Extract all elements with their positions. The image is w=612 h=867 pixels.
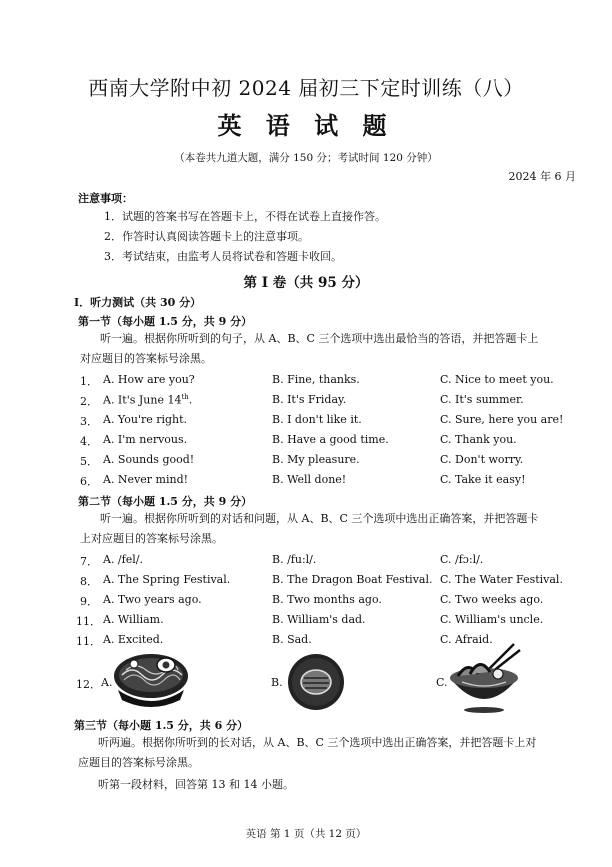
option-a-superscript: th xyxy=(181,393,189,401)
exam-info: （本卷共九道大题，满分 150 分；考试时间 120 分钟） xyxy=(174,152,438,164)
part2-instruction-line2: 上对应题目的答案标号涂黑。 xyxy=(80,532,223,545)
option-a xyxy=(103,393,192,407)
part3-instruction xyxy=(78,733,578,773)
exam-date: 2024 年 6 月 xyxy=(508,170,576,183)
option-a: A. The Spring Festival. xyxy=(103,573,231,586)
volume-title: 第 I 卷（共 95 分） xyxy=(243,275,369,291)
option-b: B. My pleasure. xyxy=(272,453,360,466)
exam-subject: 英 语 试 题 xyxy=(217,111,395,140)
part2-instruction-line1: 听一遍。根据你所听到的对话和问题，从 A、B、C 三个选项中选出正确答案，并把答题卡 xyxy=(100,512,539,525)
page-footer: 英语 第 1 页（共 12 页） xyxy=(245,828,367,840)
part2-title: 第二节（每小题 1.5 分，共 9 分） xyxy=(78,495,253,508)
option-a: A. /fel/. xyxy=(103,553,143,566)
option-c: C. It's summer. xyxy=(440,393,524,406)
part2-instruction xyxy=(80,509,580,549)
option-b-letter: B. xyxy=(271,676,283,689)
option-b: B. William's dad. xyxy=(272,613,366,626)
steak-plate-picture xyxy=(286,652,346,712)
option-b: B. Fine, thanks. xyxy=(272,373,360,386)
option-c: C. /fɔ:l/. xyxy=(440,553,484,566)
option-a: A. Never mind! xyxy=(103,473,189,486)
question-number: 2． xyxy=(80,395,98,408)
option-c: C. Thank you. xyxy=(440,433,517,446)
option-a-end: . xyxy=(188,393,193,407)
question-number: 4． xyxy=(80,435,98,448)
ramen-bowl-picture xyxy=(444,640,524,714)
question-number: 8． xyxy=(80,575,98,588)
question-number: 11． xyxy=(76,615,101,628)
option-c: C. The Water Festival. xyxy=(440,573,563,586)
part3-title: 第三节（每小题 1.5 分，共 6 分） xyxy=(74,719,249,732)
option-c: C. Take it easy! xyxy=(440,473,526,486)
question-number: 6． xyxy=(80,475,98,488)
option-c: C. Sure, here you are! xyxy=(440,413,564,426)
question-number: 1． xyxy=(80,375,98,388)
option-c: C. Don't worry. xyxy=(440,453,524,466)
option-b: B. Well done! xyxy=(272,473,347,486)
option-b: B. Have a good time. xyxy=(272,433,389,446)
option-a: A. You're right. xyxy=(103,413,188,426)
question-number: 9． xyxy=(80,595,98,608)
part3-note xyxy=(78,775,578,795)
option-c: C. Two weeks ago. xyxy=(440,593,544,606)
option-c: C. William's uncle. xyxy=(440,613,544,626)
option-b: B. I don't like it. xyxy=(272,413,362,426)
option-b: B. Two months ago. xyxy=(272,593,382,606)
notice-title: 注意事项： xyxy=(78,192,133,205)
part1-instruction xyxy=(80,329,580,369)
part3-note-text: 听第一段材料，回答第 13 和 14 小题。 xyxy=(98,778,294,791)
option-c: C. Afraid. xyxy=(440,633,493,646)
option-b: B. /fu:l/. xyxy=(272,553,317,566)
notice-item: 3．考试结束，由监考人员将试卷和答题卡收回。 xyxy=(104,250,342,263)
question-number: 11． xyxy=(76,635,101,648)
option-a: A. I'm nervous. xyxy=(103,433,188,446)
option-a: A. How are you? xyxy=(103,373,195,386)
question-number: 12． xyxy=(76,678,101,691)
question-number: 7． xyxy=(80,555,98,568)
part3-instruction-line2: 应题目的答案标号涂黑。 xyxy=(78,756,199,769)
option-a: A. Excited. xyxy=(103,633,164,646)
option-a: A. William. xyxy=(103,613,164,626)
part1-instruction-line2: 对应题目的答案标号涂黑。 xyxy=(80,352,212,365)
option-b: B. Sad. xyxy=(272,633,312,646)
option-c: C. Nice to meet you. xyxy=(440,373,554,386)
part1-title: 第一节（每小题 1.5 分，共 9 分） xyxy=(78,315,253,328)
notice-item: 1．试题的答案书写在答题卡上，不得在试卷上直接作答。 xyxy=(104,210,386,223)
part3-instruction-line1: 听两遍。根据你所听到的长对话，从 A、B、C 三个选项中选出正确答案，并把答题卡上对 xyxy=(98,736,537,749)
option-a: A. Two years ago. xyxy=(103,593,202,606)
part1-instruction-line1: 听一遍。根据你所听到的句子，从 A、B、C 三个选项中选出最恰当的答语，并把答题卡上 xyxy=(100,332,539,345)
option-a-letter: A. xyxy=(101,676,113,689)
exam-title: 西南大学附中初 2024 届初三下定时训练（八） xyxy=(88,76,524,100)
option-b: B. The Dragon Boat Festival. xyxy=(272,573,433,586)
option-c-letter: C. xyxy=(436,676,448,689)
option-a-text: A. It's June 14 xyxy=(103,393,182,407)
question-number: 3． xyxy=(80,415,98,428)
section-title: I．听力测试（共 30 分） xyxy=(74,296,202,309)
question-number: 5． xyxy=(80,455,98,468)
noodle-bowl-picture xyxy=(112,650,190,710)
option-b: B. It's Friday. xyxy=(272,393,347,406)
option-a: A. Sounds good! xyxy=(103,453,195,466)
notice-item: 2．作答时认真阅读答题卡上的注意事项。 xyxy=(104,230,309,243)
